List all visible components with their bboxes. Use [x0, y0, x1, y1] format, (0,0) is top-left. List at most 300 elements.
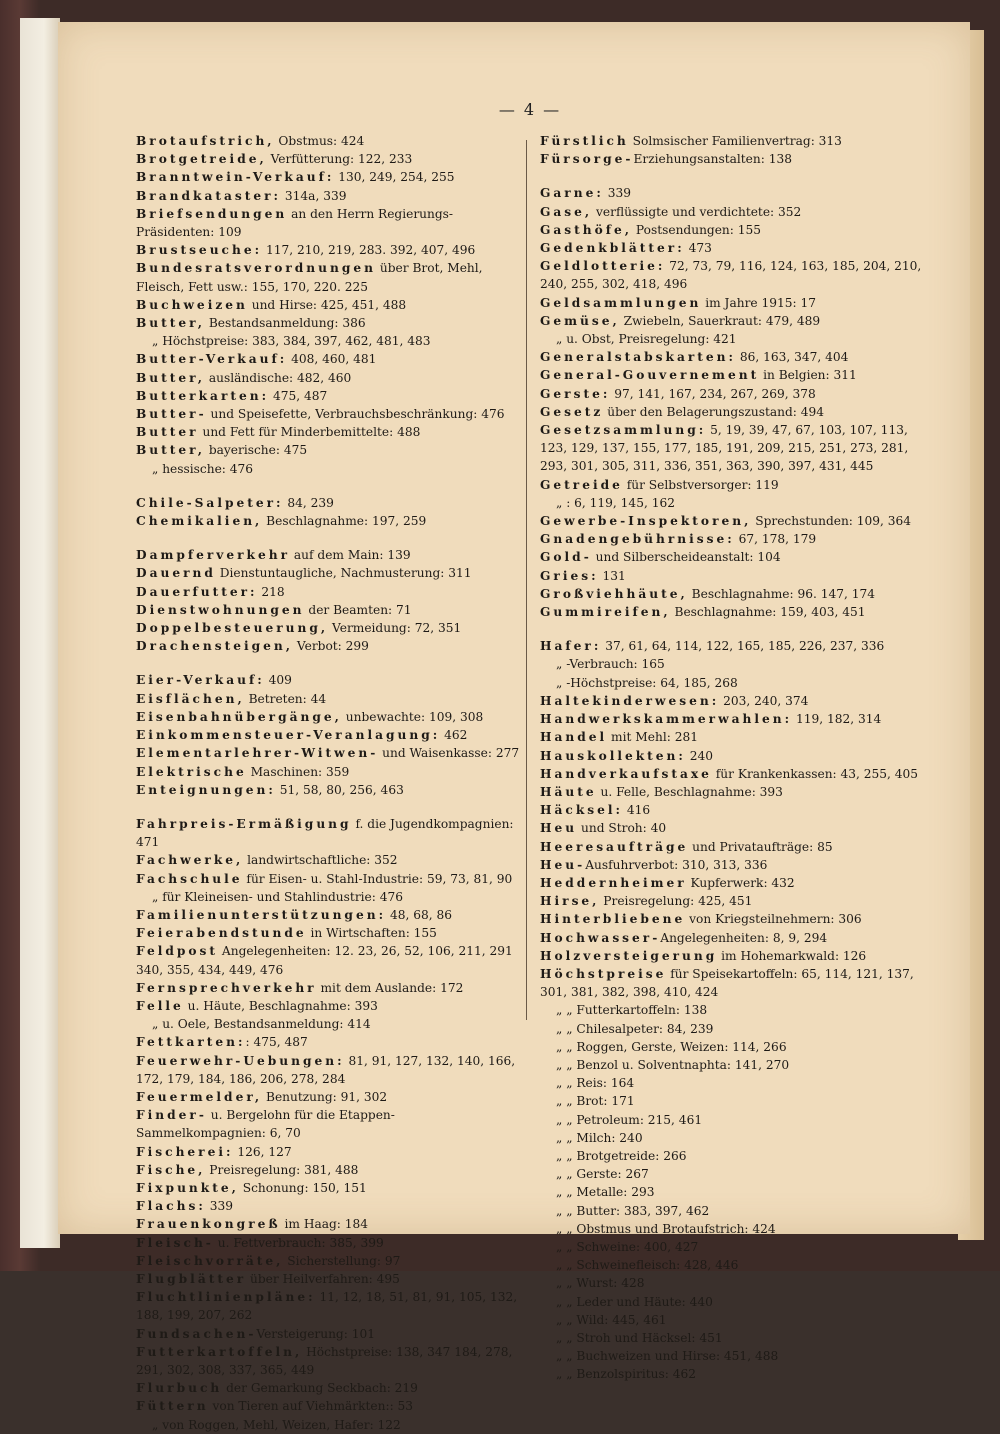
index-keyword: Butter,: [136, 443, 205, 458]
index-keyword: Einkommensteuer-Veranlagung:: [136, 728, 441, 743]
index-entry: [136, 350, 520, 368]
index-keyword: Fleischvorräte,: [136, 1253, 284, 1268]
index-keyword: Dauerfutter:: [136, 584, 258, 599]
index-keyword: Briefsendungen: [136, 206, 288, 221]
index-keyword: Feierabendstunde: [136, 926, 307, 941]
index-keyword: Eisflächen,: [136, 691, 245, 706]
index-keyword: Fundsachen-: [136, 1326, 257, 1341]
index-entry: [540, 838, 935, 856]
index-entry: [540, 1202, 935, 1220]
index-references: 5, 19, 39, 47, 67, 103, 107, 113, 123, 129, 137, 155, 177, 185, 191, 209, 215, 251, 273, 281, 293, 301, 305, 311, 336, 351, 363, 390, 397, 431, 445: [540, 423, 909, 474]
index-references: Verbot: 299: [293, 639, 369, 654]
index-entry: [136, 546, 520, 564]
index-keyword: Elementarlehrer-Witwen-: [136, 746, 379, 761]
index-references: „ u. Oele, Bestandsanmeldung: 414: [152, 1017, 371, 1032]
index-keyword: Butterkarten:: [136, 388, 270, 403]
index-references: „ „ Milch: 240: [556, 1130, 643, 1145]
index-keyword: Elektrische: [136, 764, 247, 779]
index-references: Postsendungen: 155: [632, 222, 762, 237]
index-references: „ „ Butter: 383, 397, 462: [556, 1203, 710, 1218]
index-entry: [136, 583, 520, 601]
index-keyword: Generalstabskarten:: [540, 350, 737, 365]
index-references: für Speisekartoffeln: 65, 114, 121, 137, 301, 381, 382, 398, 410, 424: [540, 966, 914, 1000]
index-references: Beschlagnahme: 159, 403, 451: [670, 605, 866, 620]
index-references: u. Häute, Beschlagnahme: 393: [183, 998, 378, 1013]
index-references: Angelegenheiten: 8, 9, 294: [660, 930, 828, 945]
index-references: „ hessische: 476: [152, 461, 254, 476]
index-references: von Tieren auf Viehmärkten:: 53: [208, 1399, 414, 1414]
index-entry: [136, 1033, 520, 1051]
index-references: Erziehungsanstalten: 138: [633, 152, 792, 167]
index-references: Schonung: 150, 151: [238, 1180, 367, 1195]
index-entry: [136, 168, 520, 186]
index-entry: [540, 150, 935, 168]
index-keyword: Brotaufstrich,: [136, 134, 275, 148]
index-references: Betreten: 44: [244, 691, 327, 706]
index-references: „ : 6, 119, 145, 162: [556, 495, 675, 510]
index-references: „ „ Benzol u. Solventnaphta: 141, 270: [556, 1057, 790, 1072]
index-references: 462: [440, 728, 468, 743]
index-entry: [540, 947, 935, 965]
index-entry: [540, 548, 935, 566]
index-entry: [540, 1056, 935, 1074]
section-gap: [136, 655, 520, 671]
index-keyword: Finder-: [136, 1108, 207, 1123]
index-entry: [540, 585, 935, 603]
index-references: Zwiebeln, Sauerkraut: 479, 489: [619, 313, 821, 328]
index-references: 72, 73, 79, 116, 124, 163, 185, 204, 210, 240, 255, 302, 418, 496: [540, 259, 922, 292]
index-references: „ Höchstpreise: 383, 384, 397, 462, 481, 483: [152, 334, 431, 349]
index-entry: [540, 910, 935, 928]
index-references: 117, 210, 219, 283. 392, 407, 496: [262, 243, 476, 258]
index-references: Verfütterung: 122, 233: [266, 152, 413, 167]
index-entry: [540, 801, 935, 819]
index-references: 67, 178, 179: [734, 532, 817, 547]
index-keyword: Häcksel:: [540, 803, 624, 818]
index-keyword: Feuermelder,: [136, 1089, 263, 1104]
index-references: Solmsischer Familienvertrag: 313: [628, 134, 842, 148]
index-references: 131: [598, 568, 626, 583]
index-entry: [540, 1020, 935, 1038]
index-keyword: Gasthöfe,: [540, 222, 633, 237]
section-gap: [136, 799, 520, 815]
index-entry: [136, 671, 520, 689]
index-entry: [136, 744, 520, 762]
index-references: „ „ Wild: 445, 461: [556, 1312, 667, 1327]
index-entry: [136, 870, 520, 888]
index-references: im Jahre 1915: 17: [701, 295, 816, 310]
index-references: „ u. Obst, Preisregelung: 421: [556, 332, 737, 347]
index-entry: [540, 856, 935, 874]
index-entry: [540, 892, 935, 910]
index-keyword: Hirse,: [540, 894, 600, 909]
index-entry: [136, 619, 520, 637]
index-references: von Kriegsteilnehmern: 306: [685, 912, 862, 927]
index-references: „ für Kleineisen- und Stahlindustrie: 476: [152, 889, 403, 904]
index-entry: [136, 726, 520, 744]
index-references: 86, 163, 347, 404: [736, 350, 849, 365]
index-keyword: Brotgetreide,: [136, 152, 267, 167]
index-entry: [136, 997, 520, 1015]
index-references: 339: [205, 1199, 233, 1214]
index-references: Benutzung: 91, 302: [262, 1089, 388, 1104]
index-entry: [136, 241, 520, 259]
index-references: der Gemarkung Seckbach: 219: [222, 1381, 418, 1396]
index-entry: [540, 421, 935, 476]
index-entry: [540, 1311, 935, 1329]
index-entry: [540, 239, 935, 257]
index-references: „ „ Gerste: 267: [556, 1167, 649, 1182]
index-entry: [540, 1293, 935, 1311]
index-references: „ von Roggen, Mehl, Weizen, Hafer: 122: [152, 1417, 401, 1432]
index-references: auf dem Main: 139: [290, 548, 411, 563]
index-entry: [136, 1343, 520, 1379]
index-entry: [540, 1074, 935, 1092]
index-entry: [540, 203, 935, 221]
index-keyword: Gase,: [540, 204, 593, 219]
index-entry: [540, 929, 935, 947]
index-entry: [136, 187, 520, 205]
index-references: „ „ Stroh und Häcksel: 451: [556, 1331, 723, 1345]
index-entry: [540, 655, 935, 673]
index-entry: [136, 1416, 520, 1434]
index-entry: [136, 460, 520, 478]
index-keyword: Gedenkblätter:: [540, 241, 685, 256]
index-keyword: Gewerbe-Inspektoren,: [540, 514, 752, 529]
index-keyword: Flachs:: [136, 1199, 206, 1214]
index-references: 51, 58, 80, 256, 463: [275, 782, 404, 797]
index-references: und Privataufträge: 85: [688, 839, 833, 854]
index-references: „ „ Benzolspiritus: 462: [556, 1367, 696, 1382]
index-references: „ „ Brotgetreide: 266: [556, 1148, 687, 1163]
index-references: Beschlagnahme: 96. 147, 174: [687, 586, 875, 601]
index-entry: [540, 403, 935, 421]
index-keyword: Fettkarten:: [136, 1035, 246, 1050]
index-keyword: Familienunterstützungen:: [136, 907, 387, 922]
index-references: und Waisenkasse: 277: [378, 746, 520, 761]
index-references: über Brot, Mehl, Fleisch, Fett usw.: 155, 170, 220. 225: [136, 261, 483, 294]
index-keyword: Flugblätter: [136, 1271, 247, 1286]
index-references: u. Bergelohn für die Etappen-Sammelkompagnien: 6, 70: [136, 1108, 395, 1141]
index-keyword: Handverkaufstaxe: [540, 766, 712, 781]
index-keyword: Geldsammlungen: [540, 295, 702, 310]
index-column-right: [540, 132, 935, 1384]
index-keyword: Butter,: [136, 370, 205, 385]
index-references: Preisregelung: 381, 488: [205, 1162, 359, 1177]
index-keyword: Enteignungen:: [136, 782, 276, 797]
index-keyword: Chemikalien,: [136, 514, 263, 529]
index-keyword: Fixpunkte,: [136, 1180, 239, 1195]
index-references: u. Felle, Beschlagnahme: 393: [596, 784, 783, 799]
index-entry: [136, 690, 520, 708]
index-entry: [540, 674, 935, 692]
index-references: landwirtschaftliche: 352: [243, 853, 398, 868]
index-entry: [136, 1379, 520, 1397]
index-entry: [540, 1129, 935, 1147]
index-references: für Eisen- u. Stahl-Industrie: 59, 73, 81, 90: [242, 871, 513, 886]
index-references: und Speisefette, Verbrauchsbeschränkung: 476: [206, 407, 505, 422]
index-keyword: Hochwasser-: [540, 930, 661, 945]
index-entry: [540, 1238, 935, 1256]
index-references: Dienstuntaugliche, Nachmusterung: 311: [215, 566, 472, 581]
index-references: der Beamten: 71: [304, 602, 412, 617]
index-references: und Stroh: 40: [577, 821, 667, 836]
index-entry: [136, 1197, 520, 1215]
index-entry: [136, 296, 520, 314]
index-keyword: Butter,: [136, 316, 205, 331]
index-keyword: Fernsprechverkehr: [136, 980, 317, 995]
index-keyword: Fürstlich: [540, 134, 629, 148]
index-keyword: Fleisch-: [136, 1235, 214, 1250]
index-references: „ „ Futterkartoffeln: 138: [556, 1003, 708, 1018]
index-keyword: Garne:: [540, 186, 604, 201]
index-keyword: Feuerwehr-Uebungen:: [136, 1053, 345, 1068]
index-references: für Krankenkassen: 43, 255, 405: [711, 766, 919, 781]
index-keyword: Hauskollekten:: [540, 748, 686, 763]
index-entry: [540, 728, 935, 746]
index-entry: [136, 332, 520, 350]
index-references: Beschlagnahme: 197, 259: [262, 514, 427, 529]
index-keyword: Futterkartoffeln,: [136, 1344, 303, 1359]
index-references: Vermeidung: 72, 351: [328, 621, 462, 636]
index-entry: [540, 512, 935, 530]
index-references: und Silberscheideanstalt: 104: [591, 550, 781, 565]
index-entry: [136, 1215, 520, 1233]
index-keyword: General-Gouvernement: [540, 368, 760, 383]
index-references: 409: [264, 673, 292, 688]
index-keyword: Heddernheimer: [540, 875, 687, 890]
index-entry: [136, 1143, 520, 1161]
index-references: „ „ Petroleum: 215, 461: [556, 1112, 703, 1127]
index-entry: [136, 1252, 520, 1270]
index-references: 81, 91, 127, 132, 140, 166, 172, 179, 184, 186, 206, 278, 284: [136, 1053, 516, 1086]
index-keyword: Branntwein-Verkauf:: [136, 170, 335, 185]
index-keyword: Gries:: [540, 568, 599, 583]
index-keyword: Felle: [136, 998, 184, 1013]
index-keyword: Gerste:: [540, 386, 611, 401]
index-entry: [136, 494, 520, 512]
index-references: Angelegenheiten: 12. 23, 26, 52, 106, 211, 291 340, 355, 434, 449, 476: [136, 944, 513, 977]
index-keyword: Drachensteigen,: [136, 639, 294, 654]
index-entry: [540, 1038, 935, 1056]
index-references: „ „ Brot: 171: [556, 1094, 635, 1109]
index-references: an den Herrn Regierungs-Präsidenten: 109: [136, 206, 454, 240]
index-entry: [136, 1234, 520, 1252]
index-keyword: Geldlotterie:: [540, 259, 666, 274]
index-entry: [540, 692, 935, 710]
index-keyword: Dampferverkehr: [136, 548, 291, 563]
index-references: „ -Höchstpreise: 64, 185, 268: [556, 675, 738, 690]
index-entry: [540, 1274, 935, 1292]
index-keyword: Holzversteigerung: [540, 948, 718, 963]
index-references: 240: [685, 748, 714, 763]
index-keyword: Brustseuche:: [136, 243, 263, 258]
index-keyword: Dauernd: [136, 566, 216, 581]
index-entry: [540, 1365, 935, 1383]
index-entry: [540, 494, 935, 512]
index-entry: [136, 708, 520, 726]
index-entry: [136, 906, 520, 924]
index-keyword: Heeresaufträge: [540, 839, 689, 854]
index-references: in Belgien: 311: [759, 368, 857, 383]
index-keyword: Hinterbliebene: [540, 912, 686, 927]
index-keyword: Fische,: [136, 1162, 206, 1177]
index-keyword: Eier-Verkauf:: [136, 673, 265, 688]
index-entry: [136, 205, 520, 241]
index-references: im Hohemarkwald: 126: [717, 948, 867, 963]
index-entry: [540, 1256, 935, 1274]
index-entry: [136, 601, 520, 619]
index-entry: [540, 1347, 935, 1365]
index-keyword: Höchstpreise: [540, 966, 667, 981]
index-references: „ „ Wurst: 428: [556, 1276, 645, 1291]
index-keyword: Fahrpreis-Ermäßigung: [136, 816, 352, 831]
index-references: „ „ Schweine: 400, 427: [556, 1239, 699, 1254]
index-references: im Haag: 184: [280, 1217, 369, 1232]
index-entry: [540, 257, 935, 293]
index-entry: [136, 781, 520, 799]
index-entry: [136, 1397, 520, 1415]
index-references: „ „ Obstmus und Brotaufstrich: 424: [556, 1221, 776, 1236]
index-references: Obstmus: 424: [274, 134, 365, 148]
index-keyword: Feldpost: [136, 944, 219, 959]
index-keyword: Heu: [540, 821, 578, 836]
index-references: „ „ Buchweizen und Hirse: 451, 488: [556, 1349, 779, 1364]
index-entry: [540, 330, 935, 348]
index-references: für Selbstversorger: 119: [622, 477, 779, 492]
section-gap: [136, 478, 520, 494]
index-keyword: Bundesratsverordnungen: [136, 261, 377, 276]
index-entry: [136, 1106, 520, 1142]
index-keyword: Heu-: [540, 857, 586, 872]
index-entry: [540, 819, 935, 837]
index-keyword: Gesetzsammlung:: [540, 423, 707, 438]
index-references: Kupferwerk: 432: [686, 875, 795, 890]
index-references: f. die Jugendkompagnien: 471: [136, 816, 514, 850]
index-entry: [136, 314, 520, 332]
index-keyword: Dienstwohnungen: [136, 602, 305, 617]
index-entry: [136, 1270, 520, 1288]
index-references: 126, 127: [233, 1144, 292, 1159]
index-entry: [540, 1001, 935, 1019]
index-entry: [540, 184, 935, 202]
index-entry: [136, 150, 520, 168]
index-entry: [136, 423, 520, 441]
index-references: 475, 487: [269, 388, 328, 403]
index-entry: [540, 603, 935, 621]
index-entry: [136, 979, 520, 997]
index-entry: [540, 132, 935, 150]
index-keyword: Gold-: [540, 550, 592, 565]
index-keyword: Fachschule: [136, 871, 243, 886]
index-references: verflüssigte und verdichtete: 352: [592, 204, 802, 219]
index-references: 218: [257, 584, 285, 599]
section-gap: [540, 621, 935, 637]
index-keyword: Handel: [540, 730, 608, 745]
index-keyword: Häute: [540, 784, 597, 799]
index-entry: [540, 530, 935, 548]
index-entry: [136, 1015, 520, 1033]
column-divider: [526, 140, 527, 1020]
index-references: Maschinen: 359: [246, 764, 350, 779]
index-keyword: Fischerei:: [136, 1144, 234, 1159]
index-keyword: Buchweizen: [136, 297, 248, 312]
index-keyword: Gummireifen,: [540, 605, 671, 620]
index-entry: [136, 1288, 520, 1324]
index-keyword: Gesetz: [540, 404, 604, 419]
section-gap: [136, 530, 520, 546]
index-keyword: Eisenbahnübergänge,: [136, 709, 342, 724]
index-entry: [540, 567, 935, 585]
index-entry: [136, 851, 520, 869]
index-references: „ „ Roggen, Gerste, Weizen: 114, 266: [556, 1039, 787, 1054]
index-entry: [540, 348, 935, 366]
index-entry: [540, 476, 935, 494]
index-references: „ „ Leder und Häute: 440: [556, 1294, 713, 1309]
index-entry: [136, 924, 520, 942]
index-references: Sprechstunden: 109, 364: [751, 514, 912, 529]
index-entry: [540, 747, 935, 765]
index-entry: [136, 763, 520, 781]
index-references: mit Mehl: 281: [607, 730, 698, 745]
index-references: unbewachte: 109, 308: [341, 709, 484, 724]
index-references: 97, 141, 167, 234, 267, 269, 378: [610, 386, 816, 401]
index-entry: [540, 1147, 935, 1165]
index-references: Preisregelung: 425, 451: [599, 894, 753, 909]
index-entry: [136, 637, 520, 655]
index-entry: [540, 366, 935, 384]
index-keyword: Handwerkskammerwahlen:: [540, 712, 793, 727]
index-entry: [136, 405, 520, 423]
index-entry: [540, 637, 935, 655]
index-references: : 475, 487: [245, 1035, 308, 1050]
index-entry: [136, 512, 520, 530]
index-references: u. Fettverbrauch: 385, 399: [213, 1235, 384, 1250]
index-keyword: Füttern: [136, 1399, 209, 1414]
index-entry: [136, 815, 520, 851]
index-entry: [136, 387, 520, 405]
index-references: und Hirse: 425, 451, 488: [247, 297, 407, 312]
index-entry: [540, 221, 935, 239]
index-references: mit dem Auslande: 172: [316, 980, 464, 995]
left-page-edge: [20, 18, 60, 1248]
index-references: 339: [603, 186, 631, 201]
index-references: über den Belagerungszustand: 494: [603, 404, 825, 419]
index-references: „ „ Chilesalpeter: 84, 239: [556, 1021, 714, 1036]
index-entry: [540, 385, 935, 403]
index-keyword: Getreide: [540, 477, 623, 492]
index-entry: [540, 1220, 935, 1238]
index-entry: [540, 783, 935, 801]
index-references: über Heilverfahren: 495: [246, 1271, 400, 1286]
index-references: 408, 460, 481: [287, 352, 377, 367]
index-keyword: Chile-Salpeter:: [136, 495, 284, 510]
index-references: 119, 182, 314: [792, 712, 882, 727]
index-entry: [540, 1183, 935, 1201]
index-references: Versteigerung: 101: [256, 1326, 375, 1341]
index-keyword: Gnadengebührnisse:: [540, 532, 735, 547]
index-keyword: Fachwerke,: [136, 853, 244, 868]
index-entry: [540, 1329, 935, 1347]
index-entry: [540, 965, 935, 1001]
index-references: 11, 12, 18, 51, 81, 91, 105, 132, 188, 199, 207, 262: [136, 1290, 518, 1323]
index-entry: [540, 312, 935, 330]
index-entry: [540, 1165, 935, 1183]
index-entry: [136, 1088, 520, 1106]
index-keyword: Flurbuch: [136, 1381, 223, 1396]
index-keyword: Butter: [136, 425, 199, 440]
index-references: 416: [623, 803, 651, 818]
